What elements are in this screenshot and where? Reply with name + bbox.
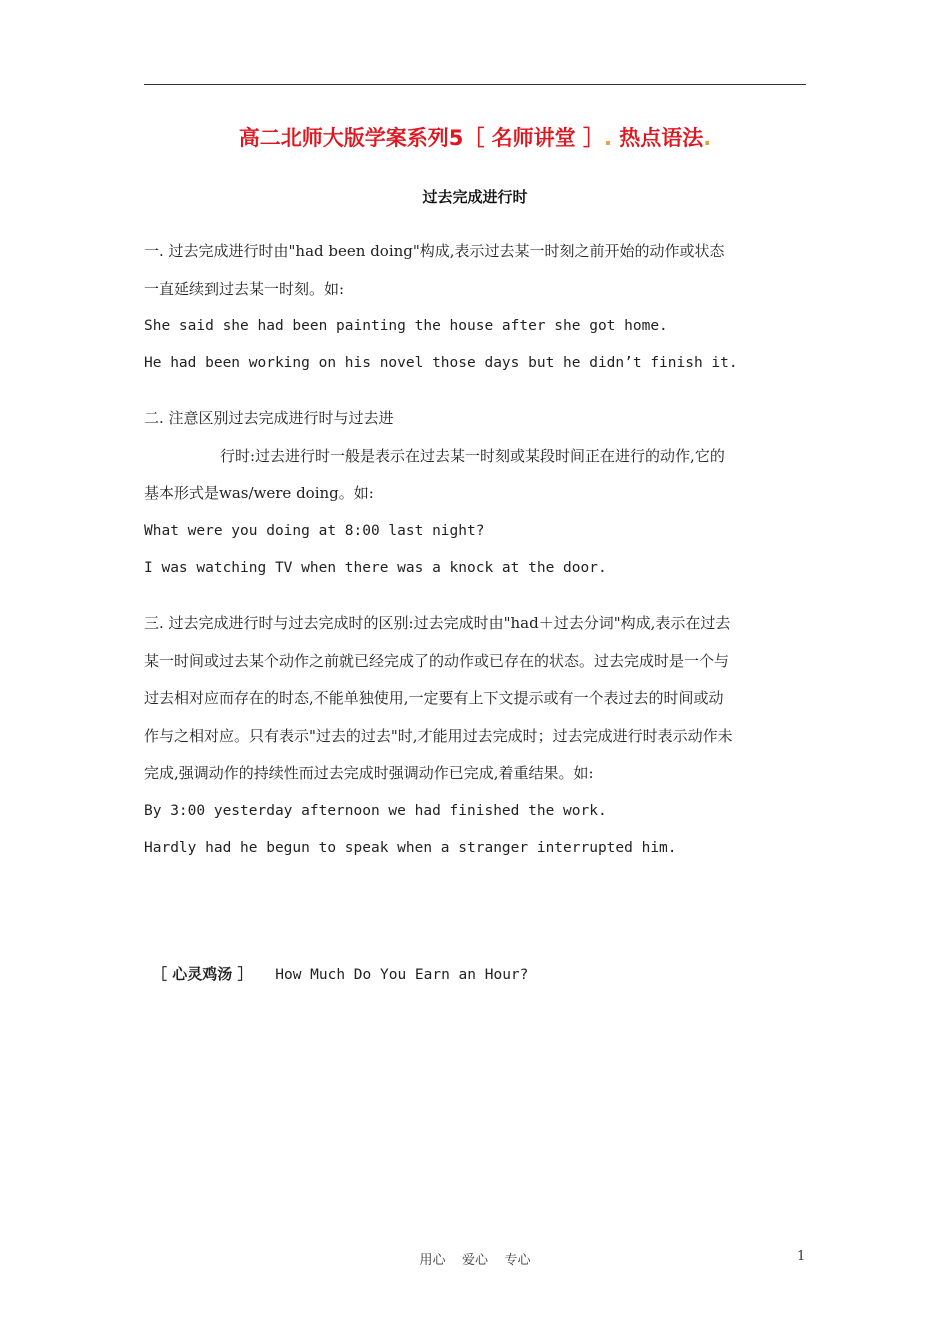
paragraph-line: 完成,强调动作的持续性而过去完成时强调动作已完成,着重结果。如: — [144, 764, 594, 782]
paragraph-line: 二. 注意区别过去完成进行时与过去进 — [144, 409, 394, 427]
paragraph-line: 三. 过去完成进行时与过去完成时的区别:过去完成时由"had＋过去分词"构成,表示在过去 — [144, 614, 731, 632]
title-dot: . — [703, 126, 712, 150]
example-sentence: By 3:00 yesterday afternoon we had finished the work. — [144, 803, 607, 819]
example-sentence: I was watching TV when there was a knock at the door. — [144, 560, 607, 576]
page-title — [0, 122, 950, 152]
example-sentence: What were you doing at 8:00 last night? — [144, 523, 485, 539]
title-main: 高二北师大版学案系列5［ 名师讲堂 ］ — [238, 126, 604, 150]
title-tail: 热点语法 — [611, 126, 704, 150]
soup-heading — [152, 964, 817, 985]
soup-label: ［ 心灵鸡汤 ］ — [152, 965, 253, 983]
paragraph-line: 过去相对应而存在的时态,不能单独使用,一定要有上下文提示或有一个表过去的时间或动 — [144, 689, 724, 707]
footer-motto: 用心 爱心 专心 — [419, 1253, 531, 1268]
paragraph-line: 行时:过去进行时一般是表示在过去某一时刻或某段时间正在进行的动作,它的 — [220, 447, 725, 465]
section-subtitle: 过去完成进行时 — [422, 188, 528, 206]
header-rule — [144, 84, 806, 85]
paragraph-line: 基本形式是was/were doing。如: — [144, 484, 374, 502]
paragraph-line: 某一时间或过去某个动作之前就已经完成了的动作或已存在的状态。过去完成时是一个与 — [144, 652, 730, 670]
title-dot: . — [603, 126, 612, 150]
paragraph-line: 一直延续到过去某一时刻。如: — [144, 280, 345, 298]
example-sentence: Hardly had he begun to speak when a stranger interrupted him. — [144, 840, 677, 856]
example-sentence: He had been working on his novel those days but he didn’t finish it. — [144, 355, 738, 371]
example-sentence: She said she had been painting the house after she got home. — [144, 318, 668, 334]
paragraph-line: 作与之相对应。只有表示"过去的过去"时,才能用过去完成时；过去完成进行时表示动作未 — [144, 727, 733, 745]
soup-title: How Much Do You Earn an Hour? — [275, 967, 529, 983]
page-number: 1 — [797, 1249, 806, 1264]
paragraph-line: 一. 过去完成进行时由"had been doing"构成,表示过去某一时刻之前开始的动作或状态 — [144, 242, 725, 260]
